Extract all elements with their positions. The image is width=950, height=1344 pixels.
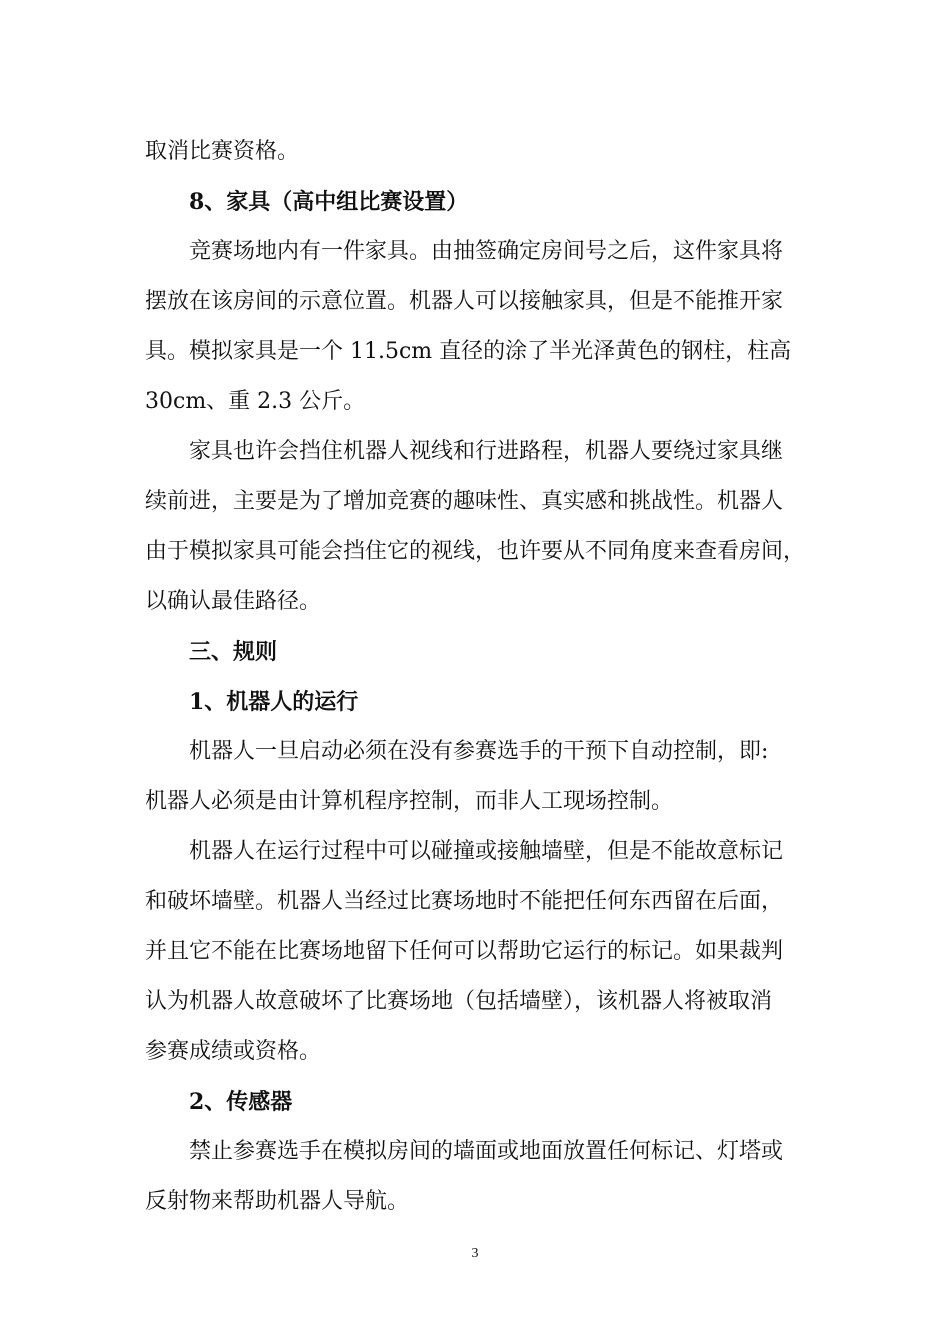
text-line: 由于模拟家具可能会挡住它的视线，也许要从不同角度来查看房间，: [145, 539, 806, 564]
text-line: 反射物来帮助机器人导航。: [145, 1189, 410, 1214]
text-line: 摆放在该房间的示意位置。机器人可以接触家具，但是不能推开家: [145, 289, 784, 314]
section-heading-furniture: 8、家具（高中组比赛设置）: [189, 189, 469, 215]
text-line: 参赛成绩或资格。: [145, 1039, 322, 1064]
text-line: 家具也许会挡住机器人视线和行进路程，机器人要绕过家具继: [189, 439, 784, 464]
text-line: 机器人一旦启动必须在没有参赛选手的干预下自动控制，即:: [189, 739, 769, 764]
text-line: 以确认最佳路径。: [145, 589, 322, 614]
section-heading-rules: 三、规则: [189, 639, 278, 665]
section-heading-robot-operation: 1、机器人的运行: [189, 689, 359, 715]
text-line: 并且它不能在比赛场地留下任何可以帮助它运行的标记。如果裁判: [145, 939, 784, 964]
text-line: 竞赛场地内有一件家具。由抽签确定房间号之后，这件家具将: [189, 239, 784, 264]
text-line: 30cm、重 2.3 公斤。: [145, 389, 366, 414]
body-text: [145, 127, 825, 1227]
text-line: 禁止参赛选手在模拟房间的墙面或地面放置任何标记、灯塔或: [189, 1139, 784, 1164]
text-line: 机器人在运行过程中可以碰撞或接触墙壁，但是不能故意标记: [189, 839, 784, 864]
section-heading-sensors: 2、传感器: [189, 1089, 293, 1115]
text-line: 取消比赛资格。: [145, 139, 300, 164]
text-line: 续前进，主要是为了增加竞赛的趣味性、真实感和挑战性。机器人: [145, 489, 784, 514]
text-line: 具。模拟家具是一个 11.5cm 直径的涂了半光泽黄色的钢柱，柱高: [145, 339, 792, 364]
page-number: 3: [471, 1246, 479, 1261]
text-line: 和破坏墙壁。机器人当经过比赛场地时不能把任何东西留在后面，: [145, 889, 784, 914]
text-line: 认为机器人故意破坏了比赛场地（包括墙壁），该机器人将被取消: [145, 989, 773, 1014]
text-line: 机器人必须是由计算机程序控制，而非人工现场控制。: [145, 789, 674, 814]
